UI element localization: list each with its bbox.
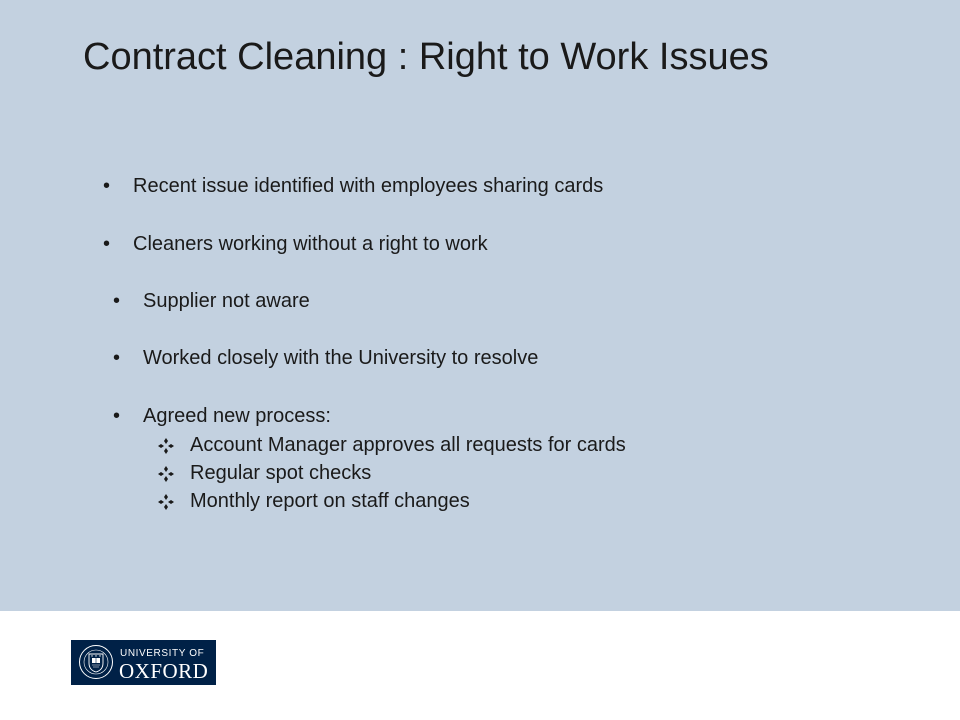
- diamond-bullet-icon: [158, 494, 174, 510]
- bullet-dot: •: [113, 405, 121, 427]
- bullet-text: Worked closely with the University to resolve: [143, 347, 539, 369]
- bullet-dot: •: [113, 347, 121, 369]
- bullet-dot: •: [113, 290, 121, 312]
- oxford-crest-icon: [78, 644, 114, 680]
- university-of-oxford-logo: [71, 640, 216, 685]
- logo-line-university-of: UNIVERSITY OF: [120, 648, 205, 659]
- diamond-bullet-icon: [158, 438, 174, 454]
- diamond-bullet-icon: [158, 466, 174, 482]
- bullet-text: Supplier not aware: [143, 290, 310, 312]
- sub-bullet-text: Account Manager approves all requests for cards: [190, 434, 626, 456]
- bullet-dot: •: [103, 233, 111, 255]
- bullet-text: Agreed new process:: [143, 405, 331, 427]
- slide-title: Contract Cleaning : Right to Work Issues: [83, 36, 769, 78]
- bullet-text: Recent issue identified with employees sharing cards: [133, 175, 604, 197]
- bullet-text: Cleaners working without a right to work: [133, 233, 488, 255]
- sub-bullet-text: Monthly report on staff changes: [190, 490, 470, 512]
- logo-line-oxford: OXFORD: [119, 659, 209, 683]
- sub-bullet-text: Regular spot checks: [190, 462, 372, 484]
- bullet-dot: •: [103, 175, 111, 197]
